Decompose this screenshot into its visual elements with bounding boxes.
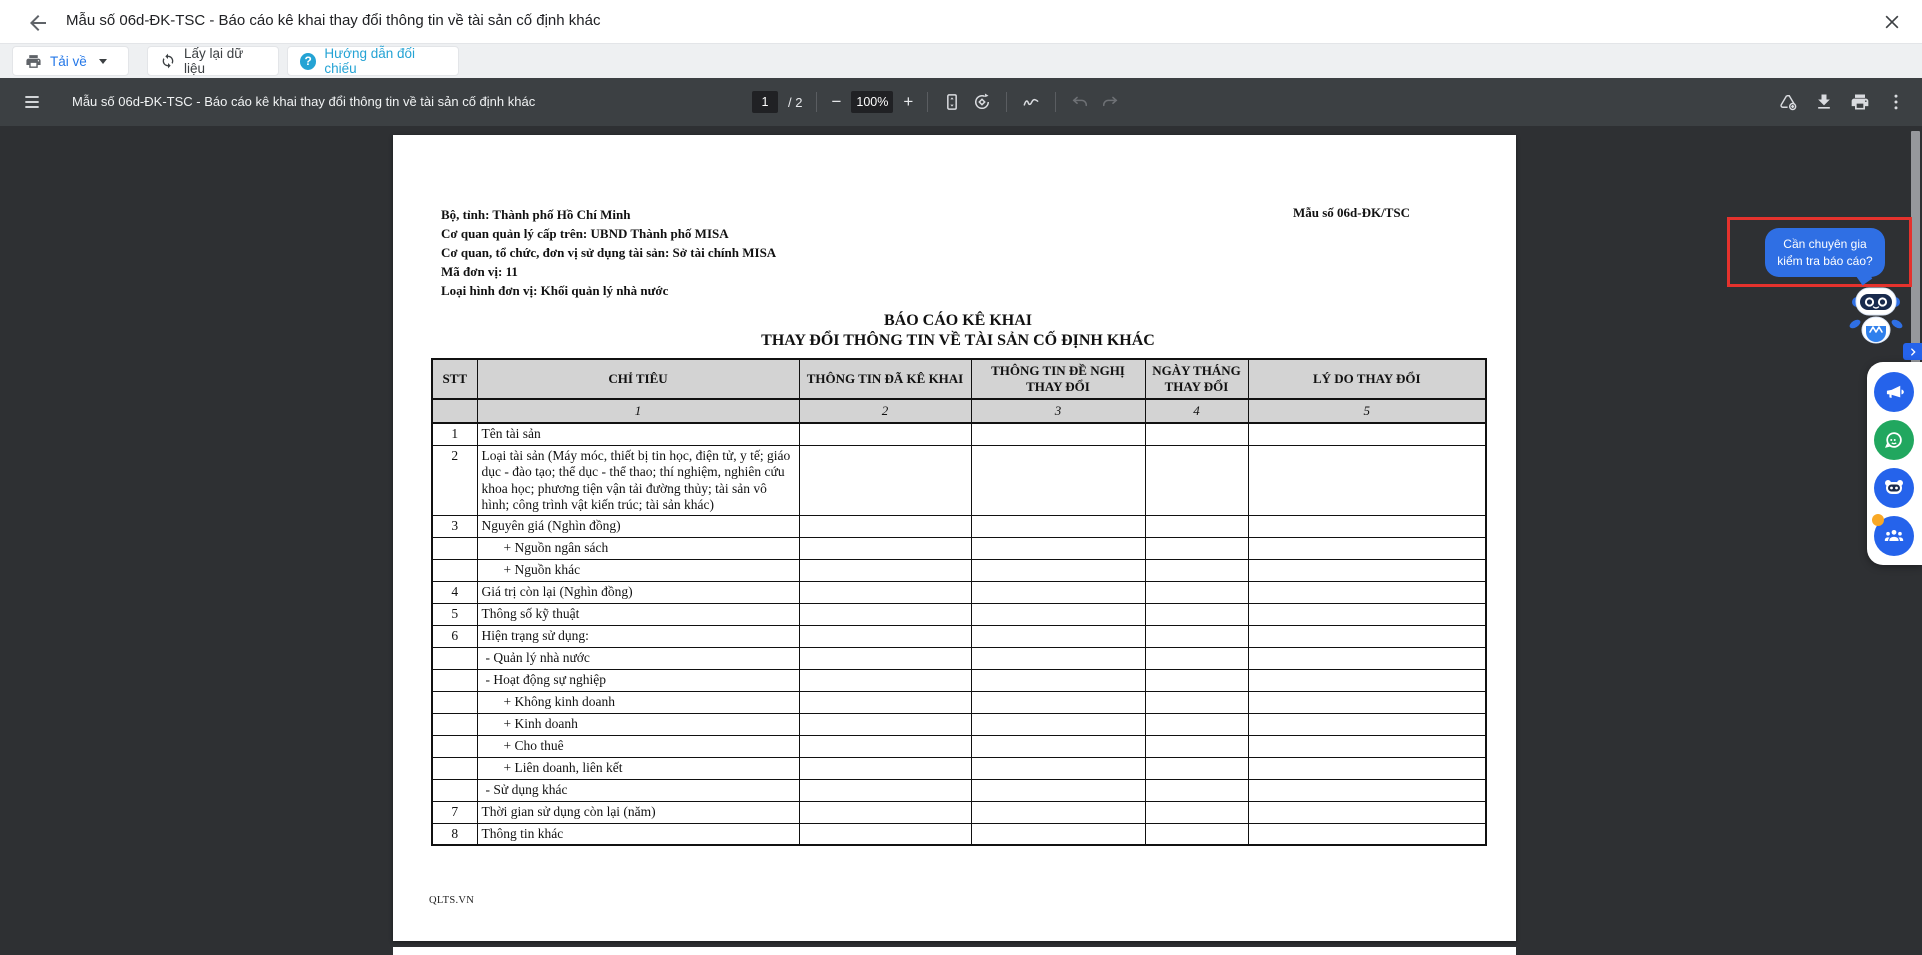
row-number-cell xyxy=(432,691,477,713)
reload-label: Lấy lại dữ liệu xyxy=(184,46,244,76)
assistant-side-panel xyxy=(1867,362,1922,565)
empty-data-cell xyxy=(799,603,971,625)
divider xyxy=(927,92,928,112)
titlebar xyxy=(0,0,1922,44)
row-number-cell xyxy=(432,779,477,801)
row-number-cell: 3 xyxy=(432,515,477,537)
table-row xyxy=(432,445,1486,515)
empty-data-cell xyxy=(1248,515,1486,537)
row-label-cell: Loại tài sản (Máy móc, thiết bị tin học, điện tử, y tế; giáo dục - đào tạo; thể dục - thể thao; thí nghiệm, nghiên cứu khoa học; phương tiện vận tải đường thủy; tài sản vô hình; công trình vật kiến trúc; tài sản khác) xyxy=(477,445,799,515)
empty-data-cell xyxy=(1248,603,1486,625)
page-total: / 2 xyxy=(788,94,803,110)
notification-dot xyxy=(1872,514,1884,526)
empty-data-cell xyxy=(799,515,971,537)
empty-data-cell xyxy=(1248,691,1486,713)
empty-data-cell xyxy=(1248,647,1486,669)
col-header-stt: STT xyxy=(432,359,477,399)
question-icon: ? xyxy=(300,53,316,70)
empty-data-cell xyxy=(1145,603,1248,625)
empty-data-cell xyxy=(971,779,1145,801)
row-label-cell: + Kinh doanh xyxy=(477,713,799,735)
robot-face-icon xyxy=(1882,476,1906,500)
table-row xyxy=(432,757,1486,779)
assistant-robot-mascot[interactable] xyxy=(1849,286,1903,344)
empty-data-cell xyxy=(799,445,971,515)
comparison-guide-button[interactable] xyxy=(287,46,459,76)
pdf-toolbar-actions xyxy=(1778,78,1906,126)
pdf-document-title: Mẫu số 06d-ĐK-TSC - Báo cáo kê khai thay đổi thông tin về tài sản cố định khác xyxy=(72,94,536,109)
row-number-cell: 1 xyxy=(432,423,477,445)
row-number-cell xyxy=(432,713,477,735)
empty-data-cell xyxy=(971,757,1145,779)
row-label-cell: - Quản lý nhà nước xyxy=(477,647,799,669)
guide-label: Hướng dẫn đối chiếu xyxy=(324,46,416,76)
table-row xyxy=(432,537,1486,559)
table-row xyxy=(432,559,1486,581)
row-label-cell: Thông số kỹ thuật xyxy=(477,603,799,625)
empty-data-cell xyxy=(1145,735,1248,757)
empty-data-cell xyxy=(971,669,1145,691)
empty-data-cell xyxy=(1145,537,1248,559)
zoom-out-button[interactable]: − xyxy=(831,92,842,111)
document-title-line1: BÁO CÁO KÊ KHAI xyxy=(883,312,1032,329)
printer-icon xyxy=(25,53,42,70)
empty-data-cell xyxy=(971,691,1145,713)
header-line: Mã đơn vị: 11 xyxy=(441,264,518,279)
empty-data-cell xyxy=(971,647,1145,669)
empty-data-cell xyxy=(1248,625,1486,647)
empty-data-cell xyxy=(1248,581,1486,603)
divider xyxy=(1055,92,1056,112)
refresh-icon xyxy=(160,53,176,69)
table-row xyxy=(432,713,1486,735)
row-number-cell xyxy=(432,757,477,779)
document-header-block xyxy=(441,205,776,300)
page-number-input[interactable]: 1 xyxy=(752,91,778,113)
header-line: Loại hình đơn vị: Khối quản lý nhà nước xyxy=(441,283,669,298)
scrollbar-thumb[interactable] xyxy=(1911,131,1920,366)
row-label-cell: Tên tài sản xyxy=(477,423,799,445)
row-number-cell: 8 xyxy=(432,823,477,845)
header-line: Cơ quan, tổ chức, đơn vị sử dụng tài sản: Sở tài chính MISA xyxy=(441,245,777,260)
empty-data-cell xyxy=(799,423,971,445)
empty-data-cell xyxy=(1145,823,1248,845)
document-footer: QLTS.VN xyxy=(429,895,475,906)
table-row xyxy=(432,625,1486,647)
pdf-viewer-canvas xyxy=(0,126,1922,955)
tooltip-line2: kiểm tra báo cáo? xyxy=(1777,253,1873,268)
table-row xyxy=(432,779,1486,801)
table-row xyxy=(432,691,1486,713)
empty-data-cell xyxy=(1248,801,1486,823)
row-label-cell: Thời gian sử dụng còn lại (năm) xyxy=(477,801,799,823)
undo-icon[interactable] xyxy=(1070,92,1090,112)
form-code: Mẫu số 06d-ĐK/TSC xyxy=(1293,205,1411,220)
empty-data-cell xyxy=(1145,625,1248,647)
row-number-cell: 2 xyxy=(432,445,477,515)
empty-data-cell xyxy=(1248,735,1486,757)
empty-data-cell xyxy=(1248,757,1486,779)
col-header-de-nghi: THÔNG TIN ĐỀ NGHỊ THAY ĐỔI xyxy=(971,359,1145,399)
declaration-table xyxy=(431,358,1487,846)
row-label-cell: Hiện trạng sử dụng: xyxy=(477,625,799,647)
redo-icon[interactable] xyxy=(1100,92,1120,112)
divider xyxy=(816,92,817,112)
empty-data-cell xyxy=(1145,581,1248,603)
empty-data-cell xyxy=(971,735,1145,757)
empty-data-cell xyxy=(1248,669,1486,691)
people-group-icon xyxy=(1883,525,1905,547)
pdf-page-controls xyxy=(752,78,1120,126)
row-label-cell: - Sử dụng khác xyxy=(477,779,799,801)
empty-data-cell xyxy=(971,445,1145,515)
empty-data-cell xyxy=(1145,779,1248,801)
empty-data-cell xyxy=(1248,537,1486,559)
chat-support-button[interactable] xyxy=(1874,420,1914,460)
announcement-button[interactable] xyxy=(1874,372,1914,412)
empty-data-cell xyxy=(1145,801,1248,823)
col-header-ngay-thang: NGÀY THÁNG THAY ĐỔI xyxy=(1145,359,1248,399)
empty-data-cell xyxy=(799,713,971,735)
row-number-cell xyxy=(432,559,477,581)
table-row xyxy=(432,515,1486,537)
back-icon[interactable] xyxy=(26,11,50,35)
print-icon[interactable] xyxy=(1850,92,1870,112)
download-label: Tải về xyxy=(50,53,87,69)
menu-icon[interactable] xyxy=(22,92,42,112)
megaphone-icon xyxy=(1884,382,1904,402)
tooltip-line1: Cần chuyên gia xyxy=(1783,236,1867,251)
table-row xyxy=(432,823,1486,845)
empty-data-cell xyxy=(1248,445,1486,515)
empty-data-cell xyxy=(971,559,1145,581)
pdf-page-1 xyxy=(393,135,1516,941)
row-label-cell: Thông tin khác xyxy=(477,823,799,845)
chevron-down-icon xyxy=(99,59,107,64)
empty-data-cell xyxy=(1248,779,1486,801)
row-number-cell xyxy=(432,537,477,559)
empty-data-cell xyxy=(799,757,971,779)
empty-data-cell xyxy=(1248,559,1486,581)
row-number-cell xyxy=(432,735,477,757)
row-number-cell: 5 xyxy=(432,603,477,625)
row-label-cell: - Hoạt động sự nghiệp xyxy=(477,669,799,691)
empty-data-cell xyxy=(971,603,1145,625)
empty-data-cell xyxy=(971,537,1145,559)
empty-data-cell xyxy=(1145,713,1248,735)
empty-data-cell xyxy=(1145,691,1248,713)
row-label-cell: + Nguồn ngân sách xyxy=(477,537,799,559)
empty-data-cell xyxy=(799,823,971,845)
collapse-panel-button[interactable] xyxy=(1903,343,1922,360)
rotate-icon[interactable] xyxy=(972,92,992,112)
action-toolbar xyxy=(0,44,1922,78)
download-button[interactable] xyxy=(12,46,129,76)
row-label-cell: + Liên doanh, liên kết xyxy=(477,757,799,779)
more-options-icon[interactable] xyxy=(1886,92,1906,112)
empty-data-cell xyxy=(1145,757,1248,779)
download-icon[interactable] xyxy=(1814,92,1834,112)
table-row xyxy=(432,801,1486,823)
document-title-line2: THAY ĐỔI THÔNG TIN VỀ TÀI SẢN CỐ ĐỊNH KHÁC xyxy=(761,332,1155,349)
empty-data-cell xyxy=(799,647,971,669)
save-to-drive-icon[interactable] xyxy=(1778,92,1798,112)
row-label-cell: Giá trị còn lại (Nghìn đồng) xyxy=(477,581,799,603)
row-number-cell: 7 xyxy=(432,801,477,823)
column-number-row: 1 2 3 4 5 xyxy=(432,399,1486,423)
empty-data-cell xyxy=(799,669,971,691)
row-number-cell: 4 xyxy=(432,581,477,603)
empty-data-cell xyxy=(799,581,971,603)
table-row xyxy=(432,423,1486,445)
chevron-right-icon xyxy=(1908,347,1918,357)
pdf-toolbar xyxy=(0,78,1922,126)
empty-data-cell xyxy=(971,625,1145,647)
col-header-da-ke-khai: THÔNG TIN ĐÃ KÊ KHAI xyxy=(799,359,971,399)
empty-data-cell xyxy=(1145,515,1248,537)
empty-data-cell xyxy=(971,823,1145,845)
header-line: Bộ, tỉnh: Thành phố Hồ Chí Minh xyxy=(441,207,631,222)
empty-data-cell xyxy=(799,691,971,713)
empty-data-cell xyxy=(1145,445,1248,515)
empty-data-cell xyxy=(971,581,1145,603)
header-line: Cơ quan quản lý cấp trên: UBND Thành phố MISA xyxy=(441,226,729,241)
empty-data-cell xyxy=(799,625,971,647)
table-row xyxy=(432,603,1486,625)
zoom-in-button[interactable]: + xyxy=(903,92,914,111)
fit-page-icon[interactable] xyxy=(942,92,962,112)
empty-data-cell xyxy=(971,423,1145,445)
document-title xyxy=(431,311,1485,351)
col-header-ly-do: LÝ DO THAY ĐỔI xyxy=(1248,359,1486,399)
empty-data-cell xyxy=(971,801,1145,823)
col-header-chi-tieu: CHỈ TIÊU xyxy=(477,359,799,399)
row-number-cell xyxy=(432,669,477,691)
empty-data-cell xyxy=(799,735,971,757)
table-row xyxy=(432,647,1486,669)
chat-bubble-icon xyxy=(1883,429,1905,451)
empty-data-cell xyxy=(1145,647,1248,669)
empty-data-cell xyxy=(799,779,971,801)
pdf-page-2-edge xyxy=(393,947,1516,955)
empty-data-cell xyxy=(1248,823,1486,845)
empty-data-cell xyxy=(799,559,971,581)
community-button[interactable] xyxy=(1874,516,1914,556)
zoom-level: 100% xyxy=(851,91,893,113)
empty-data-cell xyxy=(799,801,971,823)
assistant-bot-button[interactable] xyxy=(1874,468,1914,508)
empty-data-cell xyxy=(1145,669,1248,691)
annotate-pen-icon[interactable] xyxy=(1021,92,1041,112)
empty-data-cell xyxy=(1145,423,1248,445)
row-number-cell xyxy=(432,647,477,669)
empty-data-cell xyxy=(971,515,1145,537)
table-row xyxy=(432,669,1486,691)
row-label-cell: + Nguồn khác xyxy=(477,559,799,581)
assistant-tooltip[interactable] xyxy=(1765,228,1885,277)
reload-data-button[interactable] xyxy=(147,46,279,76)
table-header-row xyxy=(432,359,1486,399)
row-label-cell: Nguyên giá (Nghìn đồng) xyxy=(477,515,799,537)
window-title: Mẫu số 06d-ĐK-TSC - Báo cáo kê khai thay đổi thông tin về tài sản cố định khác xyxy=(66,12,601,29)
table-row xyxy=(432,581,1486,603)
row-number-cell: 6 xyxy=(432,625,477,647)
empty-data-cell xyxy=(1248,713,1486,735)
empty-data-cell xyxy=(1145,559,1248,581)
divider xyxy=(1006,92,1007,112)
row-label-cell: + Không kinh doanh xyxy=(477,691,799,713)
close-icon[interactable] xyxy=(1882,12,1902,32)
row-label-cell: + Cho thuê xyxy=(477,735,799,757)
table-row xyxy=(432,735,1486,757)
empty-data-cell xyxy=(971,713,1145,735)
empty-data-cell xyxy=(1248,423,1486,445)
empty-data-cell xyxy=(799,537,971,559)
